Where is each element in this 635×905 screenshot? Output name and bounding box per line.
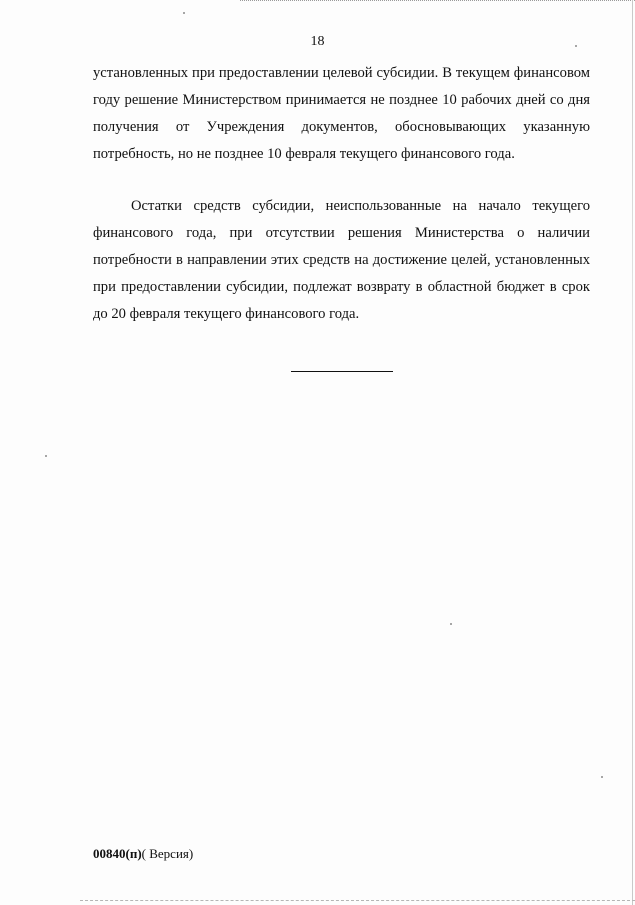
scan-speck [450,623,452,625]
end-separator-line [291,371,393,372]
scan-speck [601,776,603,778]
paragraph-2: Остатки средств субсидии, неиспользованные на начало текущего финансового года, при отсутствии решения Министерства о наличии потребности в направлении этих средств на достижение целей, установленных при предоставлении субсидии, подлежат возврату в областной бюджет в срок до 20 февраля текущего финансового года. [93,198,590,322]
scan-edge-top [240,0,635,2]
scan-edge-right [632,0,633,905]
paragraph-1: установленных при предоставлении целевой субсидии. В текущем финансовом году решение Министерством принимается не позднее 10 рабочих дней со дня получения от Учреждения документов, обосновывающих указанную потребность, но не позднее 10 февраля текущего финансового года. [93,65,590,162]
scan-speck [45,455,47,457]
scan-edge-bottom [80,900,635,902]
document-version: ( Версия) [141,846,194,861]
document-code: 00840(п) [93,846,142,861]
scan-speck [183,12,185,14]
document-footer [93,846,193,862]
page-number: 18 [310,34,325,49]
